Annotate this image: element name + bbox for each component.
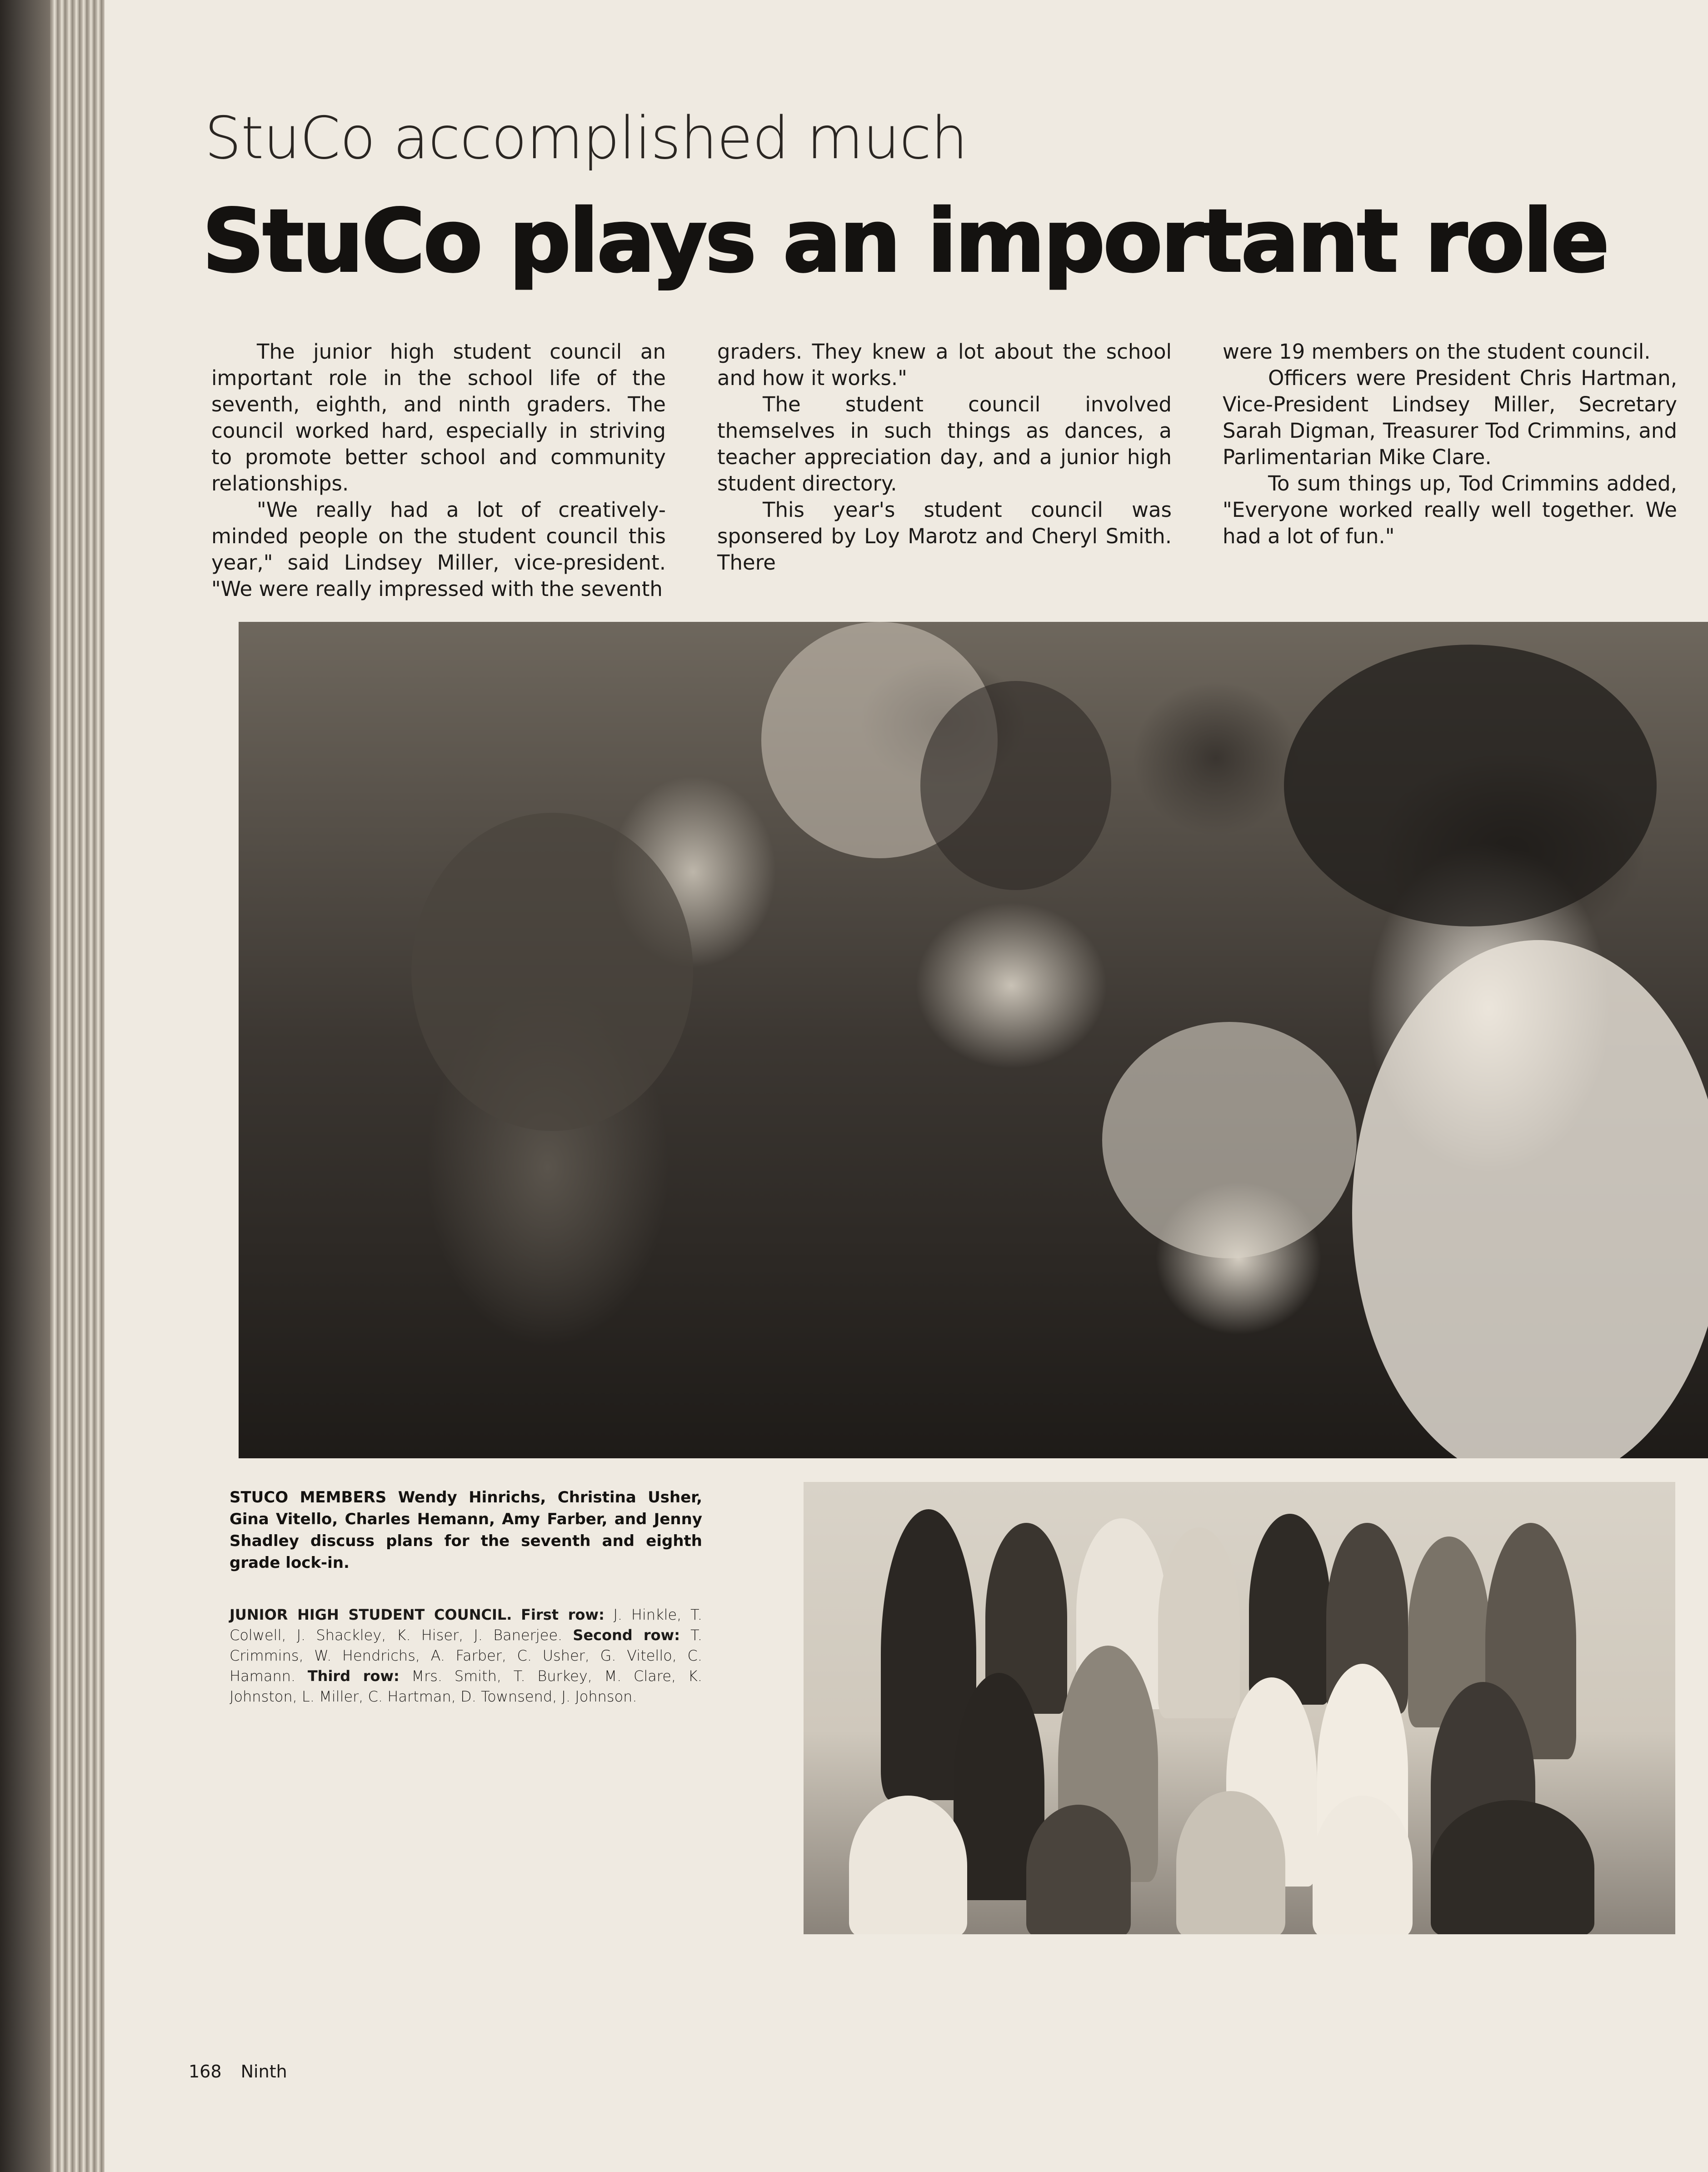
paragraph: This year's student council was sponsered by Loy Marotz and Cheryl Smith. There [717, 498, 1172, 575]
caption-title: JUNIOR HIGH STUDENT COUNCIL. [230, 1606, 512, 1623]
section-name: Ninth [240, 2062, 287, 2082]
article-column-2 [717, 339, 1172, 576]
article-column-1 [211, 339, 666, 602]
photo-figure [1102, 1022, 1357, 1258]
main-photo-caption: STUCO MEMBERS Wendy Hinrichs, Christina Usher, Gina Vitello, Charles Hemann, Amy Farber, and Jenny Shadley discuss plans for the seventh and eighth grade lock-in. [230, 1488, 702, 1572]
page-number: 168 [189, 2062, 222, 2082]
page-edges [50, 0, 105, 2172]
photo-figure [1313, 1796, 1413, 1934]
paragraph: "We really had a lot of creatively-minded people on the student council this year," said Lindsey Miller, vice-president. "We were really impressed with the seventh [211, 498, 666, 601]
photo-figure [849, 1796, 967, 1934]
caption-row-label: Second row: [573, 1626, 680, 1644]
paragraph: The junior high student council an important role in the school life of the seventh, eighth, and ninth graders. The council worked hard, especially in striving to promote better school and community relationships. [211, 340, 666, 495]
paragraph: graders. They knew a lot about the school and how it works." [717, 340, 1172, 390]
photo-figure [1249, 1514, 1331, 1705]
photo-figure [1158, 1527, 1240, 1718]
student-council-group-photo [804, 1482, 1675, 1934]
main-headline: StuCo plays an important role [202, 191, 1608, 291]
caption-row-label: Third row: [307, 1667, 400, 1685]
paragraph: To sum things up, Tod Crimmins added, "Everyone worked really well together. We had a lot of fun." [1223, 471, 1677, 548]
photo-figure [1026, 1805, 1131, 1934]
kicker-headline: StuCo accomplished much [205, 105, 968, 172]
caption-row-label: First row: [521, 1606, 604, 1623]
paragraph: were 19 members on the student council. [1223, 340, 1651, 364]
photo-figure [920, 681, 1111, 890]
photo-figure [1352, 940, 1708, 1458]
caption-row-names: Mrs. Smith, T. Burkey, M. Clare, K. Johnston, L. Miller, C. Hartman, D. Townsend, J. Johnson. [230, 1667, 703, 1705]
photo-figure [1176, 1791, 1285, 1934]
caption-row-names: T. Crimmins, W. Hendrichs, A. Farber, C. Usher, G. Vitello, C. Hamann. [230, 1626, 703, 1685]
photo-figure [1431, 1800, 1594, 1934]
stuco-members-photo [239, 622, 1708, 1458]
book-spine [0, 0, 50, 2172]
article-column-3 [1223, 339, 1677, 550]
group-photo-caption [230, 1605, 702, 1707]
photo-figure [411, 813, 693, 1131]
caption-row-names: J. Hinkle, T. Colwell, J. Shackley, K. Hiser, J. Banerjee. [230, 1606, 703, 1644]
paragraph: Officers were President Chris Hartman, Vice-President Lindsey Miller, Secretary Sarah Digman, Treasurer Tod Crimmins, and Parlimentarian Mike Clare. [1223, 366, 1677, 469]
page-folio [189, 2062, 301, 2082]
photo-figure [1284, 645, 1657, 926]
paragraph: The student council involved themselves in such things as dances, a teacher appreciation day, and a junior high student directory. [717, 392, 1172, 495]
